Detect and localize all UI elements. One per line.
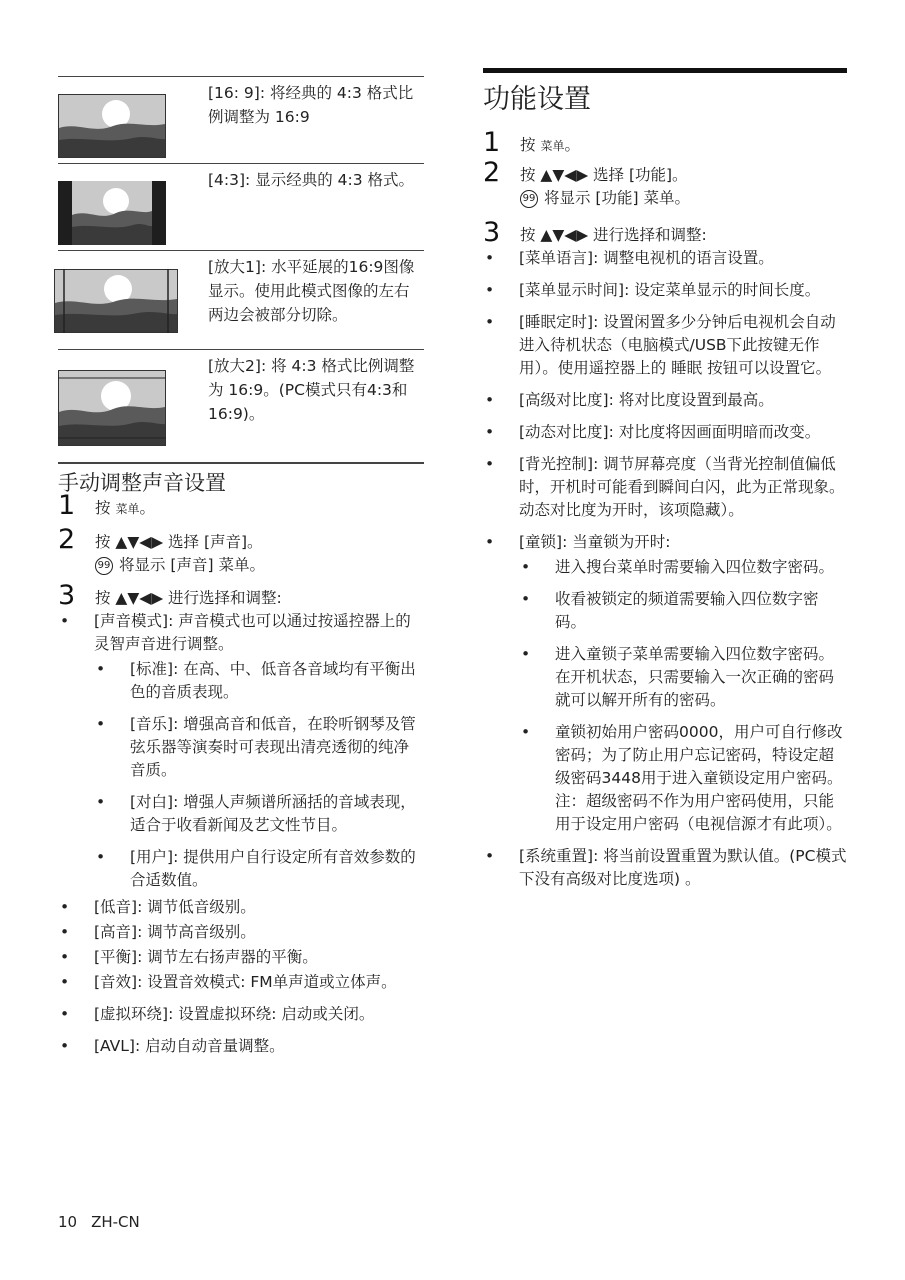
- bullet-icon: •: [60, 1005, 70, 1023]
- aspect-zoom1-icon: [54, 269, 178, 333]
- list-item: • 童锁初始用户密码0000，用户可自行修改密码；为了防止用户忘记密码，特设定超级密码3448用于进入童锁设定用户密码。注：超级密码不作为用户密码使用，只能用于设定用户密码（电视信源才有此项）。: [521, 723, 843, 833]
- aspect-row-16-9: [58, 76, 424, 163]
- aspect-zoom2-icon: [58, 370, 166, 446]
- bullet-icon: •: [485, 533, 495, 551]
- bullet-icon: •: [485, 249, 495, 267]
- function-section-title: 功能设置: [483, 68, 847, 116]
- bullet-icon: •: [96, 848, 106, 866]
- aspect-zoom2-text: [放大2]: 将 4:3 格式比例调整为 16:9。(PC模式只有4:3和16:9)。: [208, 357, 415, 423]
- bullet-icon: •: [60, 948, 70, 966]
- bullet-icon: •: [60, 973, 70, 991]
- aspect-row-4-3: [58, 163, 424, 250]
- sound-step-1: 1 按 菜单。: [58, 490, 155, 521]
- sound-step-2: 2 按 ▲▼◀▶ 选择 [声音]。 99 将显示 [声音] 菜单。: [58, 531, 424, 577]
- left-column: [58, 76, 424, 1060]
- aspect-16-9-icon: [58, 94, 166, 158]
- page-footer: [58, 1213, 154, 1231]
- list-item: • 收看被锁定的频道需要输入四位数字密码。: [521, 590, 819, 631]
- bullet-icon: •: [485, 313, 495, 331]
- list-item: • [对白]: 增强人声频谱所涵括的音域表现，适合于收看新闻及艺文性节目。: [96, 793, 416, 834]
- sound-mode-list: [94, 658, 424, 892]
- bullet-icon: •: [60, 923, 70, 941]
- aspect-zoom1-text: [放大1]: 水平延展的16:9图像显示。使用此模式图像的左右两边会被部分切除。: [208, 258, 415, 324]
- func-step-3: 3 按 ▲▼◀▶ 进行选择和调整:: [483, 217, 707, 248]
- sound-step-2-note: 99 将显示 [声音] 菜单。: [95, 554, 424, 577]
- list-item: • 进入搜台菜单时需要输入四位数字密码。: [519, 556, 847, 579]
- list-item: • [音乐]: 增强高音和低音，在聆听钢琴及管弦乐器等演奏时可表现出清亮透彻的纯净音质。: [96, 715, 416, 779]
- menu-key-label: 菜单: [540, 139, 565, 153]
- bullet-icon: •: [60, 1037, 70, 1055]
- bullet-icon: •: [96, 715, 106, 733]
- function-options-list: [483, 247, 847, 891]
- bullet-icon: •: [521, 558, 531, 576]
- right-column: [483, 68, 847, 900]
- list-item: • [系统重置]: 将当前设置重置为默认值。(PC模式下没有高级对比度选项) 。: [485, 847, 847, 888]
- list-item: • [低音]: 调节低音级别。: [58, 896, 424, 919]
- list-item: • [背光控制]: 调节屏幕亮度（当背光控制值偏低时，开机时可能看到瞬间白闪，此为正常现象。动态对比度为开时，该项隐藏）。: [485, 455, 845, 519]
- bullet-icon: •: [485, 423, 495, 441]
- language-code: ZH-CN: [91, 1213, 140, 1231]
- list-item: • [菜单语言]: 调整电视机的语言设置。: [483, 247, 847, 270]
- list-item: • [音效]: 设置音效模式: FM单声道或立体声。: [58, 971, 424, 994]
- bullet-icon: •: [60, 612, 70, 630]
- list-item: • [高级对比度]: 将对比度设置到最高。: [483, 389, 847, 412]
- func-step-2: 2 按 ▲▼◀▶ 选择 [功能]。 99 将显示 [功能] 菜单。: [483, 164, 847, 210]
- bullet-icon: •: [485, 455, 495, 473]
- aspect-16-9-text: [16: 9]: 将经典的 4:3 格式比例调整为 16:9: [208, 84, 414, 126]
- bullet-icon: •: [521, 590, 531, 608]
- list-item: • [睡眠定时]: 设置闲置多少分钟后电视机会自动进入待机状态（电脑模式/USB下此按键无作用）。使用遥控器上的 睡眠 按钮可以设置它。: [485, 313, 836, 377]
- bullet-icon: •: [96, 660, 106, 678]
- bullet-icon: •: [485, 391, 495, 409]
- aspect-4-3-icon: [58, 181, 166, 245]
- aspect-row-zoom2: [58, 349, 424, 463]
- sound-options-list: [58, 610, 424, 1058]
- list-item: • [AVL]: 启动自动音量调整。: [58, 1035, 424, 1058]
- list-item: • 进入童锁子菜单需要输入四位数字密码。在开机状态，只需要输入一次正确的密码就可以解开所有的密码。: [521, 645, 835, 709]
- bullet-icon: •: [96, 793, 106, 811]
- list-item: • [声音模式]: 声音模式也可以通过按遥控器上的灵智声音进行调整。 • [标准]: 在高、中、低音各音域均有平衡出色的音质表现。 • [音乐]: 增强高音和低音，在聆听钢琴及管弦乐器等演奏时可表现出清亮透彻的纯净音质。 • [对白]: 增强人声频谱所涵括的音域表现，适合于收看新闻及艺文性节目。 • [用户]: 提供用户自行设定所有音效参数的合适数值。: [58, 610, 424, 892]
- list-item: • [童锁]: 当童锁为开时: • 进入搜台菜单时需要输入四位数字密码。 • 收看被锁定的频道需要输入四位数字密码。 • 进入童锁子菜单需要输入四位数字密码。在开机状态，只需要输入一次正确的密码就可以解开所有的密码。 • 童锁初始用户密码0000，用户可自行修改密码；为了防止用户忘记密码，特设定超级密码3448用于进入童锁设定用户密码。注：超级密码不作为用户密码使用，只能用于设定用户密码（电视信源才有此项）。: [483, 531, 847, 836]
- bullet-icon: •: [521, 645, 531, 663]
- sound-section-title: 手动调整声音设置: [58, 463, 424, 497]
- bullet-icon: •: [60, 898, 70, 916]
- menu-key-label: 菜单: [115, 502, 140, 516]
- list-item: • [平衡]: 调节左右扬声器的平衡。: [58, 946, 424, 969]
- func-step-1: 1 按 菜单。: [483, 127, 580, 158]
- bullet-icon: •: [485, 847, 495, 865]
- aspect-row-zoom1: [58, 250, 424, 349]
- note-icon: 99: [520, 190, 538, 208]
- sound-step-3: 3 按 ▲▼◀▶ 进行选择和调整:: [58, 580, 282, 611]
- list-item: • [用户]: 提供用户自行设定所有音效参数的合适数值。: [96, 848, 416, 889]
- list-item: • [标准]: 在高、中、低音各音域均有平衡出色的音质表现。: [96, 660, 416, 701]
- page-number: 10: [58, 1213, 78, 1231]
- list-item: • [高音]: 调节高音级别。: [58, 921, 424, 944]
- child-lock-list: [519, 556, 847, 836]
- list-item: • [菜单显示时间]: 设定菜单显示的时间长度。: [483, 279, 847, 302]
- bullet-icon: •: [521, 723, 531, 741]
- list-item: • [动态对比度]: 对比度将因画面明暗而改变。: [483, 421, 847, 444]
- bullet-icon: •: [485, 281, 495, 299]
- note-icon: 99: [95, 557, 113, 575]
- aspect-4-3-text: [4:3]: 显示经典的 4:3 格式。: [208, 171, 414, 189]
- list-item: • [虚拟环绕]: 设置虚拟环绕: 启动或关闭。: [58, 1003, 424, 1026]
- func-step-2-note: 99 将显示 [功能] 菜单。: [520, 187, 847, 210]
